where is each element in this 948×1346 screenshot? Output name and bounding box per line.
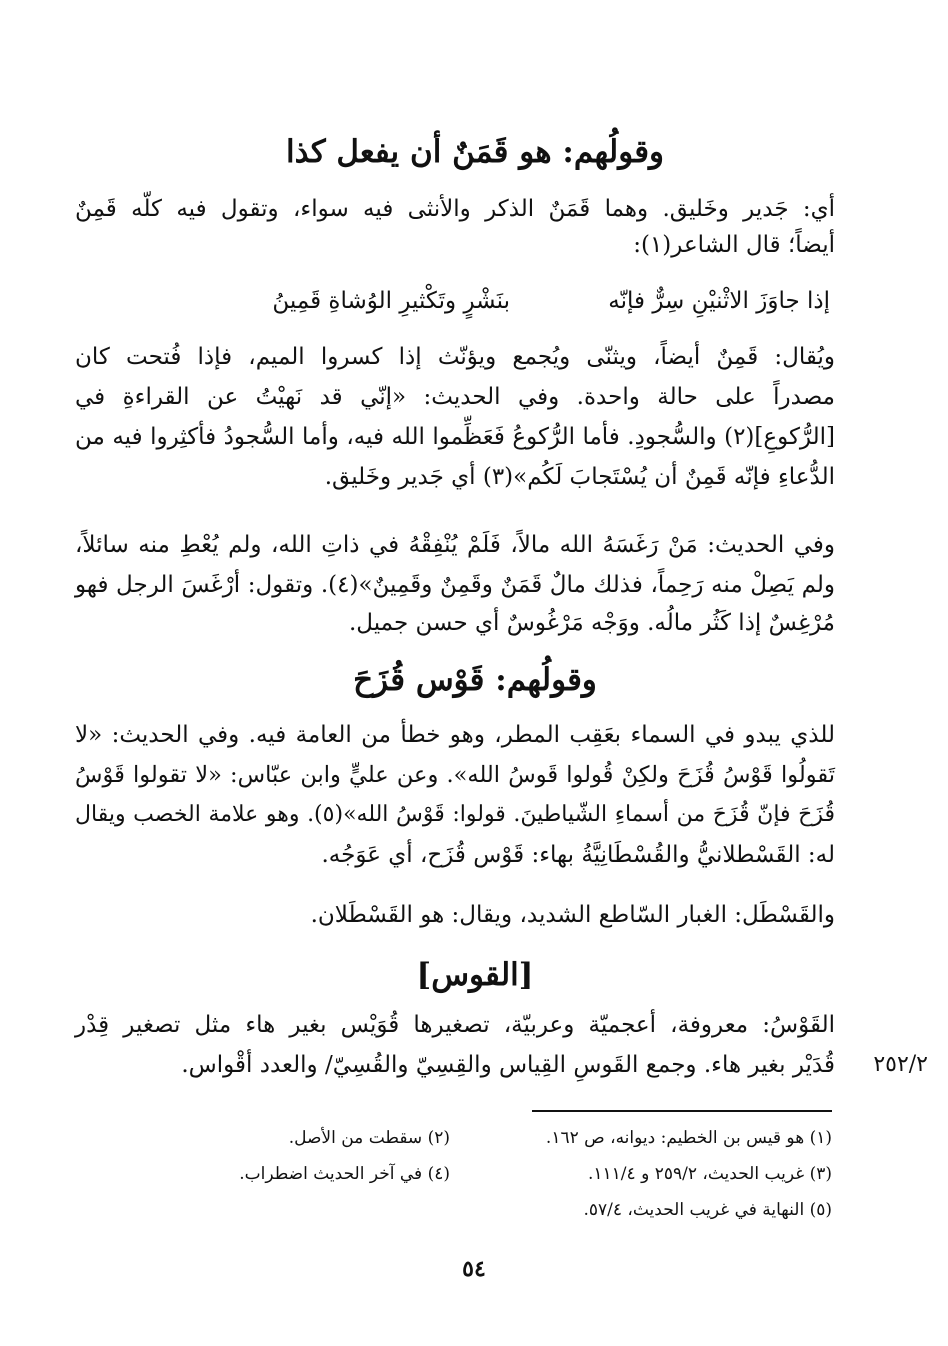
- footnote-divider: [532, 1110, 832, 1112]
- verse-second-hemistich: بنَشْرٍ وتَكْثيرِ الوُشاةِ قَمِينُ: [272, 288, 510, 314]
- verse-first-hemistich: إذا جاوَزَ الاثْنيْنِ سِرٌّ فإنّه: [608, 288, 830, 314]
- footnote: (٤) في آخر الحديث اضطراب.: [239, 1164, 450, 1184]
- text-line: مصدراً على حالة واحدة. وفي الحديث: «إنّي قد نَهيْتُ عن القراءةِ في: [75, 384, 835, 410]
- text-line: أي: جَدير وخَليق. وهما قَمَنٌ الذكر والأنثى فيه سواء، وتقول فيه كلّه قَمِنٌ: [75, 196, 835, 222]
- text-line: القَوْسُ: معروفة، أعجميّة وعربيّة، تصغيرها قُوَيْس بغير هاء مثل تصغير قِدْر: [75, 1012, 835, 1038]
- text-line: أيضاً؛ قال الشاعر(١):: [633, 232, 835, 258]
- text-line: والقَسْطَل: الغبار السّاطع الشديد، ويقال: هو القَسْطَلان.: [310, 902, 835, 928]
- text-line: للذي يبدو في السماء بعَقِب المطر، وهو خطأ من العامة فيه. وفي الحديث: «لا: [75, 722, 835, 748]
- text-line: ويُقال: قَمِنٌ أيضاً، ويثنّى ويُجمع ويؤنّث إذا كسروا الميم، فإذا فُتحت كان: [75, 344, 835, 370]
- footnote: (٥) النهاية في غريب الحديث، ٥٧/٤.: [583, 1200, 832, 1220]
- text-line: ولم يَصِلْ منه رَحِماً، فذلك مالٌ قَمَنٌ وقَمِنٌ وقَمِينٌ»(٤). وتقول: أرْغَسَ الرجل فهو: [75, 572, 835, 598]
- text-line: مُرْغِسٌ إذا كَثُر مالُه. ووَجْه مَرْغُوسٌ أي حسن جميل.: [348, 610, 835, 636]
- footnote: (١) هو قيس بن الخطيم: ديوانه، ص ١٦٢.: [545, 1128, 832, 1148]
- section-heading-qaws-quzah: وقولُهم: قَوْس قُزَحَ: [353, 662, 597, 698]
- footnote: (٣) غريب الحديث، ٢٥٩/٢ و ١١١/٤.: [588, 1164, 832, 1184]
- footnote: (٢) سقطت من الأصل.: [288, 1128, 450, 1148]
- text-line: الدُّعاءِ فإنّه قَمِنٌ أن يُسْتَجابَ لَكُم»(٣) أي جَدير وخَليق.: [324, 464, 835, 490]
- text-line: [الرُّكوعِ](٢) والسُّجودِ. فأما الرُّكوعُ فَعَظِّموا الله فيه، وأما السُّجودُ فأكثِروا فيه من: [75, 424, 835, 450]
- section-heading-qamin: وقولُهم: هو قَمَنٌ أن يفعل كذا: [285, 134, 665, 170]
- text-line: قُدَيْر بغير هاء. وجمع القَوسِ القِياس والقِسِيّ والقُسِيّ/ والعدد أقْواس.: [181, 1052, 835, 1078]
- page-number: ٥٤: [462, 1256, 486, 1282]
- text-line: له: القَسْطلانيُّ والقُسْطَانِيَّةُ بهاء: قَوْس قُزَح، أي عَوَجُه.: [321, 842, 835, 868]
- section-heading-al-qaws: [القوس]: [416, 957, 534, 993]
- text-line: تَقولُوا قَوْسُ قُزَحَ ولكِنْ قُولوا قَوسُ الله». وعن عليٍّ وابن عبّاس: «لا تقولوا قَوْسُ: [75, 762, 835, 788]
- text-line: قُزَحَ فإنّ قُزَحَ من أسماءِ الشّياطينَ. قولوا: قَوْسُ الله»(٥). وهو علامة الخصب ويقال: [75, 802, 836, 827]
- marginal-page-reference: ٢٥٢/٢: [873, 1052, 928, 1077]
- text-line: وفي الحديث: مَنْ رَغَسَهُ الله مالاً، فَلَمْ يُنْفِقْهُ في ذاتِ الله، ولم يُعْطِ منه سائلاً،: [75, 532, 835, 558]
